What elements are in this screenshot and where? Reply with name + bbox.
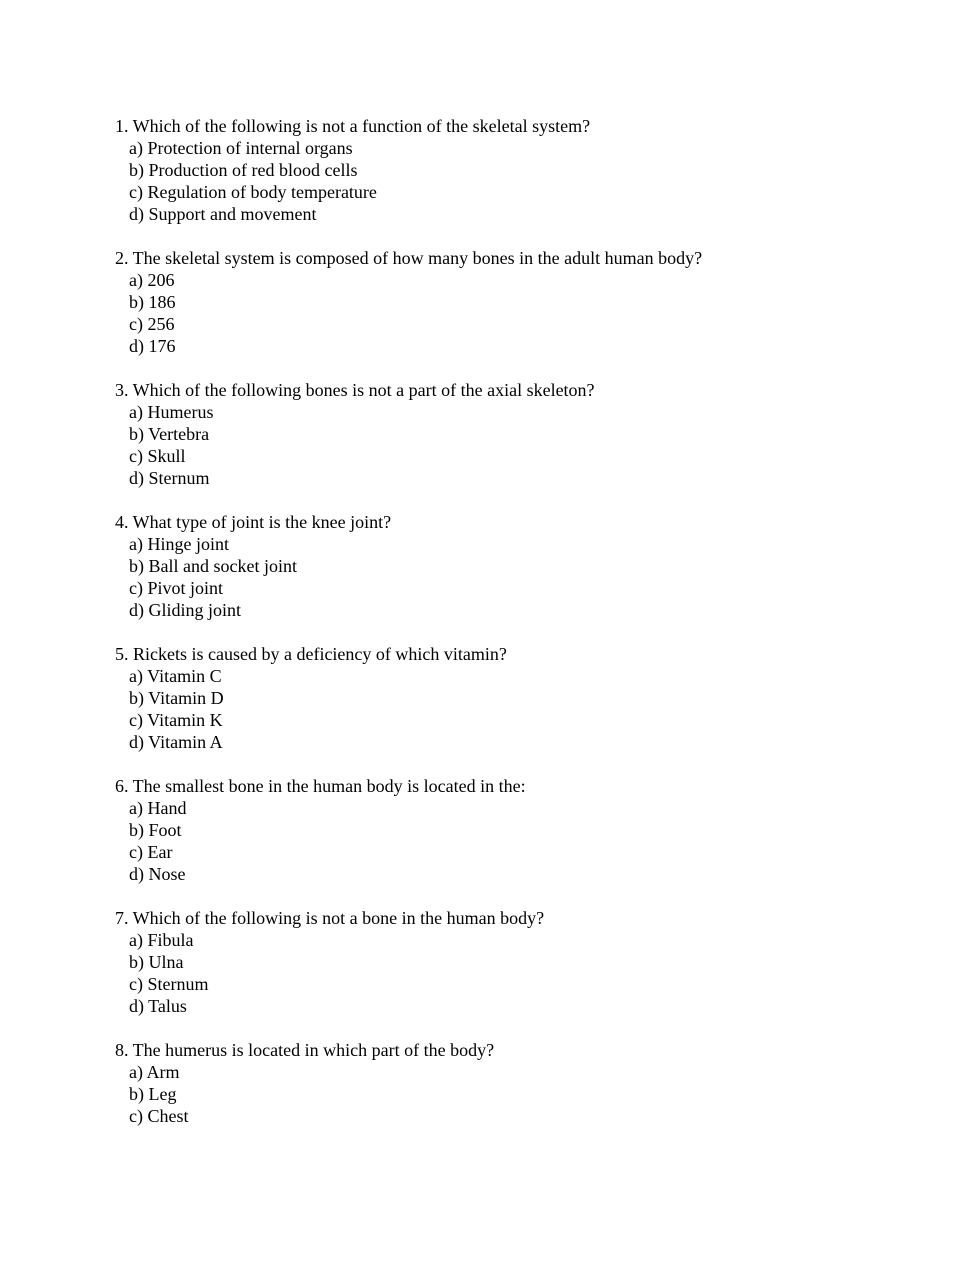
answer-option-a: a) Humerus (129, 402, 214, 422)
answer-option-a: a) Protection of internal organs (129, 138, 353, 158)
answer-option-c: c) Skull (129, 446, 186, 466)
answer-option-a: a) 206 (129, 270, 175, 290)
answer-option-b: b) Vertebra (129, 424, 210, 444)
question-6 (115, 775, 935, 885)
answer-option-b: b) Vitamin D (129, 688, 224, 708)
answer-option-c: c) Chest (129, 1106, 189, 1126)
answer-option-d: d) Talus (129, 996, 187, 1016)
question-2 (115, 247, 935, 357)
answer-option-d: d) Support and movement (129, 204, 317, 224)
answer-option-a: a) Fibula (129, 930, 194, 950)
question-text: 5. Rickets is caused by a deficiency of which vitamin? (115, 644, 507, 664)
answer-option-d: d) Sternum (129, 468, 210, 488)
answer-option-d: d) Vitamin A (129, 732, 223, 752)
question-text: 1. Which of the following is not a function of the skeletal system? (115, 116, 591, 136)
answer-option-a: a) Arm (129, 1062, 180, 1082)
answer-option-c: c) Ear (129, 842, 173, 862)
answer-option-c: c) Sternum (129, 974, 209, 994)
answer-option-b: b) Foot (129, 820, 182, 840)
question-text: 7. Which of the following is not a bone in the human body? (115, 908, 545, 928)
question-text: 6. The smallest bone in the human body is located in the: (115, 776, 526, 796)
answer-option-b: b) 186 (129, 292, 176, 312)
question-8 (115, 1039, 935, 1127)
answer-option-d: d) Gliding joint (129, 600, 241, 620)
answer-option-b: b) Ulna (129, 952, 184, 972)
answer-option-a: a) Vitamin C (129, 666, 222, 686)
question-7 (115, 907, 935, 1017)
question-text: 3. Which of the following bones is not a part of the axial skeleton? (115, 380, 595, 400)
answer-option-b: b) Production of red blood cells (129, 160, 358, 180)
answer-option-c: c) Pivot joint (129, 578, 223, 598)
question-4 (115, 511, 935, 621)
question-text: 8. The humerus is located in which part of the body? (115, 1040, 495, 1060)
answer-option-d: d) 176 (129, 336, 176, 356)
answer-option-b: b) Ball and socket joint (129, 556, 297, 576)
question-1 (115, 115, 935, 225)
question-list (115, 115, 935, 1149)
answer-option-c: c) Vitamin K (129, 710, 223, 730)
question-text: 4. What type of joint is the knee joint? (115, 512, 392, 532)
answer-option-c: c) 256 (129, 314, 175, 334)
answer-option-a: a) Hand (129, 798, 187, 818)
question-3 (115, 379, 935, 489)
question-text: 2. The skeletal system is composed of how many bones in the adult human body? (115, 248, 703, 268)
answer-option-d: d) Nose (129, 864, 186, 884)
answer-option-c: c) Regulation of body temperature (129, 182, 377, 202)
question-5 (115, 643, 935, 753)
answer-option-b: b) Leg (129, 1084, 177, 1104)
answer-option-a: a) Hinge joint (129, 534, 229, 554)
